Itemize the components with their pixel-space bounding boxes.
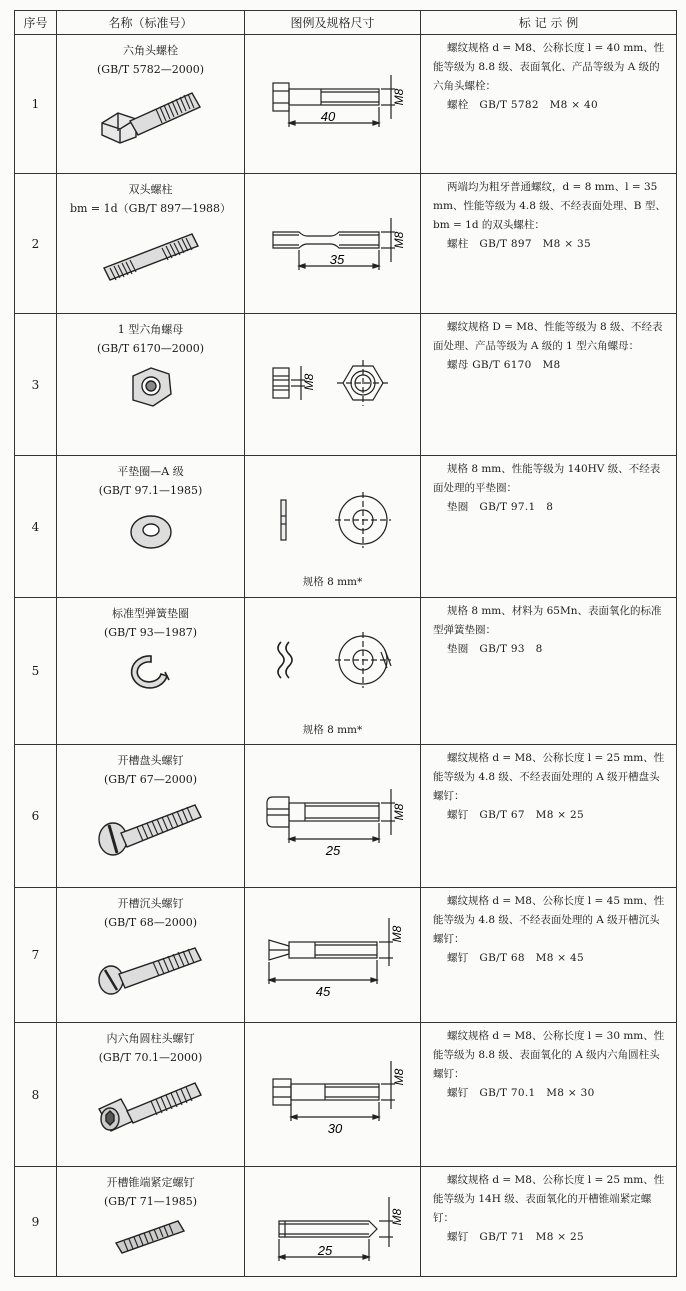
length-dimension: 45: [315, 984, 331, 999]
stud-illustration: [96, 222, 206, 282]
thread-dimension: M8: [390, 925, 404, 943]
table-row: [15, 888, 677, 1023]
mark-text: 螺纹规格 d = M8、公称长度 l = 25 mm、性能等级为 14H 级、表面氧化的开槽锥端紧定螺钉：: [433, 1174, 665, 1224]
table-row: [15, 174, 677, 314]
name-cell: [57, 174, 245, 314]
plain-washer-illustration: [121, 504, 181, 556]
mark-text: 规格 8 mm、材料为 65Mn、表面氧化的标准型弹簧垫圈：: [433, 605, 662, 636]
mark-text: 螺纹规格 d = M8、公称长度 l = 45 mm、性能等级为 4.8 级、不经表面处理的 A 级开槽沉头螺钉：: [433, 895, 665, 945]
socket-head-screw-illustration: [91, 1071, 211, 1137]
part-name: 开槽沉头螺钉: [117, 897, 184, 910]
row-number: 7: [15, 888, 57, 1023]
part-name: 1 型六角螺母: [117, 323, 184, 336]
figure-cell: [245, 456, 421, 598]
mark-example: 垫圈 GB/T 93 8: [447, 643, 543, 655]
header-no: 序号: [15, 11, 57, 35]
row-number: 4: [15, 456, 57, 598]
mark-text: 螺纹规格 d = M8、公称长度 l = 40 mm、性能等级为 8.8 级、表面氧化、产品等级为 A 级的六角头螺栓：: [433, 42, 665, 92]
mark-cell: [421, 888, 677, 1023]
name-cell: [57, 888, 245, 1023]
figure-cell: [245, 174, 421, 314]
header-row: [15, 11, 677, 35]
countersunk-screw-illustration: [91, 936, 211, 998]
spring-washer-illustration: [121, 646, 181, 698]
name-cell: [57, 314, 245, 456]
mark-cell: [421, 456, 677, 598]
row-number: 2: [15, 174, 57, 314]
spring-washer-dimension-drawing: [245, 598, 421, 722]
figure-cell: [245, 745, 421, 888]
thread-dimension: M8: [392, 231, 406, 249]
row-number: 5: [15, 598, 57, 745]
table-row: [15, 35, 677, 174]
part-standard: (GB/T 93—1987): [104, 626, 197, 639]
mark-example: 螺钉 GB/T 70.1 M8 × 30: [447, 1087, 595, 1099]
table-row: [15, 1023, 677, 1167]
mark-text: 规格 8 mm、性能等级为 140HV 级、不经表面处理的平垫圈：: [433, 463, 661, 494]
table-row: [15, 598, 677, 745]
figure-cell: [245, 35, 421, 174]
part-standard: (GB/T 71—1985): [104, 1195, 197, 1208]
part-name: 双头螺柱: [128, 183, 173, 196]
set-screw-dimension-drawing: [245, 1167, 421, 1276]
name-cell: [57, 1023, 245, 1167]
mark-cell: [421, 35, 677, 174]
header-mark: 标 记 示 例: [421, 11, 677, 35]
part-name: 平垫圈—A 级: [117, 465, 184, 478]
part-name: 标准型弹簧垫圈: [112, 607, 189, 620]
mark-example: 螺钉 GB/T 67 M8 × 25: [447, 809, 585, 821]
figure-cell: [245, 888, 421, 1023]
part-standard: (GB/T 6170—2000): [97, 342, 204, 355]
plain-washer-dimension-drawing: [245, 456, 421, 576]
mark-cell: [421, 1167, 677, 1277]
countersunk-screw-dimension-drawing: [245, 888, 421, 1022]
hex-nut-dimension-drawing: [245, 314, 421, 455]
row-number: 3: [15, 314, 57, 456]
pan-head-screw-illustration: [91, 793, 211, 859]
part-name: 开槽锥端紧定螺钉: [106, 1176, 195, 1189]
part-standard: (GB/T 70.1—2000): [98, 1051, 203, 1064]
part-name: 六角头螺栓: [123, 44, 178, 57]
mark-text: 螺纹规格 d = M8、公称长度 l = 25 mm、性能等级为 4.8 级、不经表面处理的 A 级开槽盘头螺钉：: [433, 752, 665, 802]
hex-bolt-dimension-drawing: [245, 35, 421, 173]
pan-head-screw-dimension-drawing: [245, 745, 421, 887]
figure-cell: [245, 598, 421, 745]
mark-cell: [421, 745, 677, 888]
header-name: 名称（标准号）: [57, 11, 245, 35]
length-dimension: 25: [325, 843, 341, 858]
part-standard: (GB/T 68—2000): [104, 916, 197, 929]
name-cell: [57, 35, 245, 174]
mark-cell: [421, 1023, 677, 1167]
mark-example: 螺母 GB/T 6170 M8: [447, 359, 561, 371]
thread-dimension: M8: [392, 803, 406, 821]
mark-cell: [421, 314, 677, 456]
part-standard: (GB/T 5782—2000): [97, 63, 204, 76]
stud-dimension-drawing: [245, 174, 421, 313]
name-cell: [57, 745, 245, 888]
figure-cell: [245, 314, 421, 456]
hex-nut-illustration: [121, 362, 181, 414]
socket-head-screw-dimension-drawing: [245, 1023, 421, 1166]
mark-example: 螺钉 GB/T 71 M8 × 25: [447, 1231, 585, 1243]
row-number: 8: [15, 1023, 57, 1167]
part-name: 内六角圆柱头螺钉: [106, 1032, 195, 1045]
header-figure: 图例及规格尺寸: [245, 11, 421, 35]
thread-dimension: M8: [392, 88, 406, 106]
table-row: [15, 456, 677, 598]
mark-text: 螺纹规格 d = M8、公称长度 l = 30 mm、性能等级为 8.8 级、表面氧化的 A 级内六角圆柱头螺钉：: [433, 1030, 665, 1080]
part-standard: bm = 1d（GB/T 897—1988）: [69, 202, 232, 215]
length-dimension: 35: [329, 252, 345, 267]
spec-caption: 规格 8 mm*: [302, 576, 363, 588]
standard-fastener-table: [14, 10, 677, 1277]
thread-dimension: M8: [390, 1208, 404, 1226]
length-dimension: 30: [327, 1121, 343, 1136]
table-row: [15, 1167, 677, 1277]
thread-dimension: M8: [392, 1068, 406, 1086]
length-dimension: 40: [320, 109, 336, 124]
mark-text: 螺纹规格 D = M8、性能等级为 8 级、不经表面处理、产品等级为 A 级的 1 型六角螺母：: [433, 321, 663, 352]
thread-dimension: M8: [302, 373, 316, 391]
figure-cell: [245, 1167, 421, 1277]
name-cell: [57, 1167, 245, 1277]
mark-cell: [421, 174, 677, 314]
mark-example: 垫圈 GB/T 97.1 8: [447, 501, 554, 513]
spec-caption: 规格 8 mm*: [302, 724, 363, 736]
name-cell: [57, 598, 245, 745]
row-number: 9: [15, 1167, 57, 1277]
mark-example: 螺钉 GB/T 68 M8 × 45: [447, 952, 585, 964]
set-screw-illustration: [96, 1215, 206, 1255]
row-number: 1: [15, 35, 57, 174]
name-cell: [57, 456, 245, 598]
length-dimension: 25: [317, 1243, 333, 1258]
mark-example: 螺栓 GB/T 5782 M8 × 40: [447, 99, 598, 111]
mark-cell: [421, 598, 677, 745]
table-row: [15, 745, 677, 888]
part-name: 开槽盘头螺钉: [117, 754, 184, 767]
mark-text: 两端均为粗牙普通螺纹，d = 8 mm、l = 35 mm、性能等级为 4.8 级、不经表面处理、B 型、bm = 1d 的双头螺柱：: [433, 181, 666, 231]
hex-bolt-illustration: [96, 83, 206, 145]
row-number: 6: [15, 745, 57, 888]
part-standard: (GB/T 97.1—1985): [98, 484, 203, 497]
table-row: [15, 314, 677, 456]
mark-example: 螺柱 GB/T 897 M8 × 35: [447, 238, 591, 250]
figure-cell: [245, 1023, 421, 1167]
part-standard: (GB/T 67—2000): [104, 773, 197, 786]
